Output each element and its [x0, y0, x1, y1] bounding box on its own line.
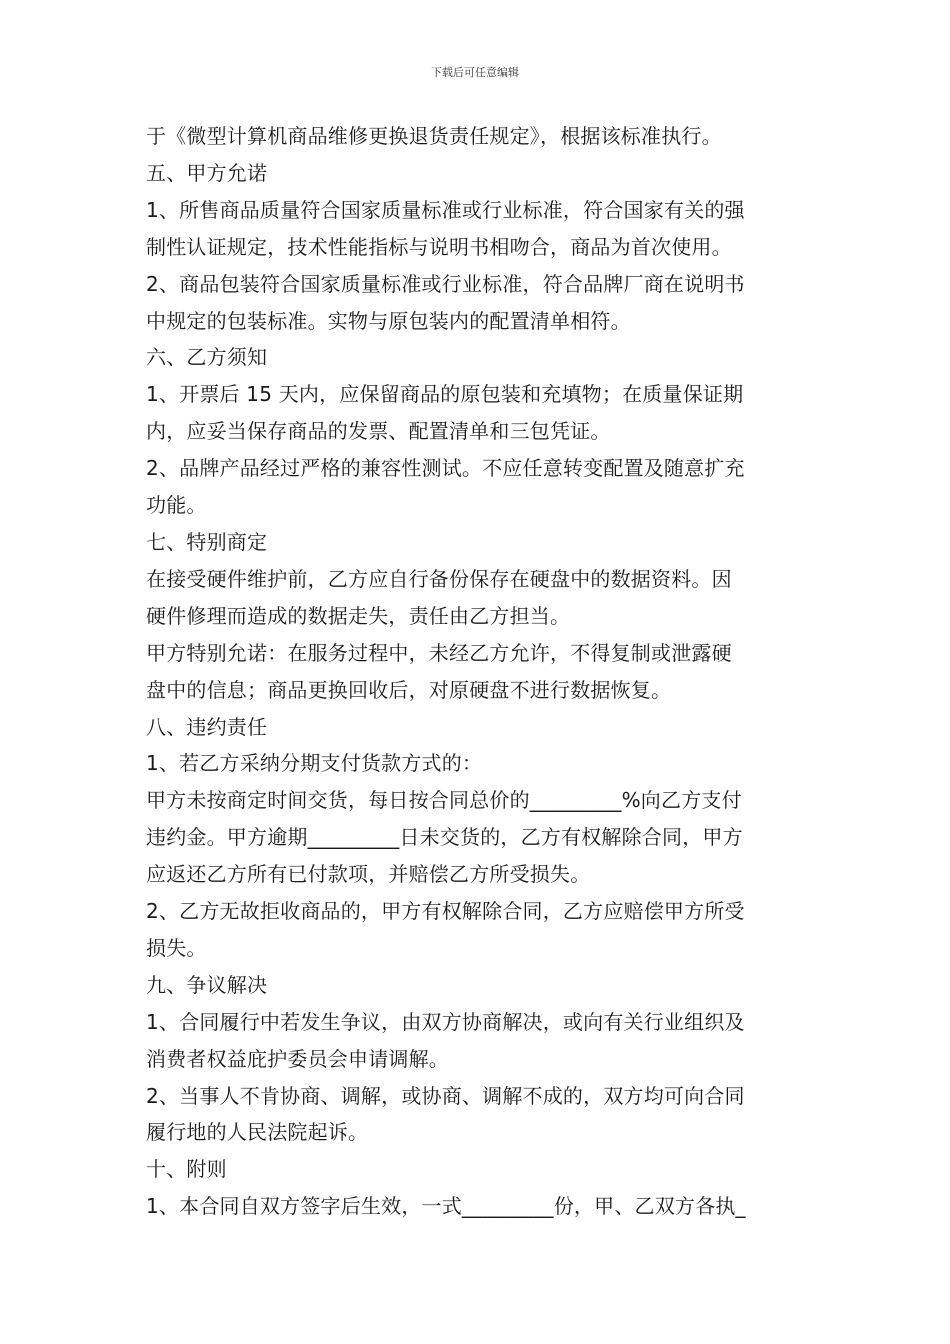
text-line: 1、开票后 15 天内，应保留商品的原包装和充填物；在质量保证期 [146, 382, 744, 407]
text-line: 2、乙方无故拒收商品的，甲方有权解除合同，乙方应赔偿甲方所受 [146, 899, 745, 924]
text-line: 1、合同履行中若发生争议，由双方协商解决，或向有关行业组织及 [146, 1009, 745, 1034]
text-line: 损失。 [146, 935, 207, 960]
text-line: 1、本合同自双方签字后生效，一式_________份，甲、乙双方各执_ [146, 1194, 746, 1219]
text-line: 2、当事人不肯协商、调解，或协商、调解不成的，双方均可向合同 [146, 1083, 745, 1108]
text-line: 1、所售商品质量符合国家质量标准或行业标准，符合国家有关的强 [146, 197, 745, 222]
text-line: 违约金。甲方逾期_________日未交货的，乙方有权解除合同，甲方 [146, 825, 743, 850]
section-heading: 五、甲方允诺 [146, 160, 268, 185]
text-line: 2、品牌产品经过严格的兼容性测试。不应任意转变配置及随意扩充 [146, 456, 745, 481]
section-heading: 七、特别商定 [146, 529, 268, 554]
text-line: 中规定的包装标准。实物与原包装内的配置清单相符。 [146, 308, 631, 333]
text-line: 制性认证规定，技术性能指标与说明书相吻合，商品为首次使用。 [146, 234, 732, 259]
section-heading: 十、附则 [146, 1157, 227, 1182]
text-line: 功能。 [146, 493, 207, 518]
text-line: 1、若乙方采纳分期支付货款方式的： [146, 751, 483, 776]
text-line: 消费者权益庇护委员会申请调解。 [146, 1046, 449, 1071]
text-line: 甲方未按商定时间交货，每日按合同总价的_________%向乙方支付 [146, 788, 742, 813]
text-line: 在接受硬件维护前，乙方应自行备份保存在硬盘中的数据资料。因 [146, 566, 732, 591]
section-heading: 八、违约责任 [146, 714, 268, 739]
text-line: 于《微型计算机商品维修更换退货责任规定》，根据该标准执行。 [146, 124, 722, 148]
text-line: 硬件修理而造成的数据走失，责任由乙方担当。 [146, 603, 571, 628]
text-line: 盘中的信息；商品更换回收后，对原硬盘不进行数据恢复。 [146, 677, 672, 702]
page-header: 下载后可任意编辑 [431, 66, 519, 79]
document-body [146, 118, 826, 1225]
text-line: 内，应妥当保存商品的发票、配置清单和三包凭证。 [146, 419, 611, 444]
text-line: 应返还乙方所有已付款项，并赔偿乙方所受损失。 [146, 862, 591, 887]
text-line: 甲方特别允诺：在服务过程中，未经乙方允许，不得复制或泄露硬 [146, 640, 732, 665]
section-heading: 六、乙方须知 [146, 345, 268, 370]
section-heading: 九、争议解决 [146, 972, 268, 997]
text-line: 履行地的人民法院起诉。 [146, 1120, 369, 1145]
text-line: 2、商品包装符合国家质量标准或行业标准，符合品牌厂商在说明书 [146, 271, 745, 296]
